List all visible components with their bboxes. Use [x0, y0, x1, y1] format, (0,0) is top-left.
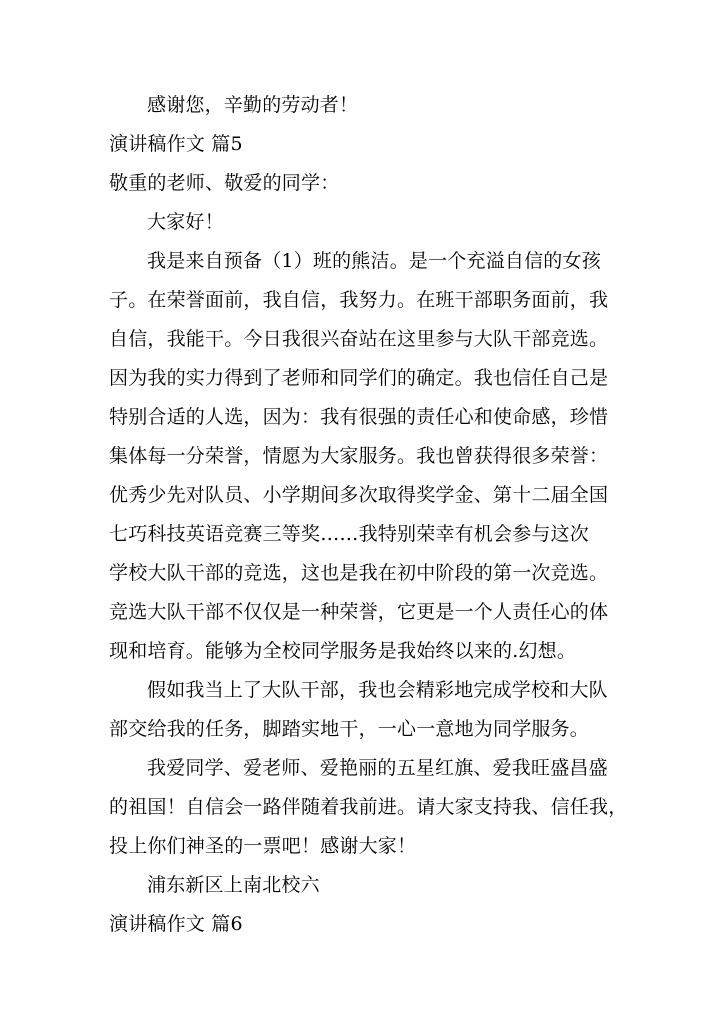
- paragraph-line: 因为我的实力得到了老师和同学们的确定。我也信任自己是: [109, 367, 609, 389]
- paragraph-line: 自信，我能干。今日我很兴奋站在这里参与大队干部竞选。: [109, 328, 609, 350]
- paragraph-line: 的祖国！自信会一路伴随着我前进。请大家支持我、信任我，: [109, 796, 628, 818]
- paragraph-line: 我爱同学、爱老师、爱艳丽的五星红旗、爱我旺盛昌盛: [147, 757, 608, 779]
- paragraph-line: 子。在荣誉面前，我自信，我努力。在班干部职务面前，我: [109, 289, 609, 311]
- section-heading-5: 演讲稿作文 篇5: [109, 133, 243, 155]
- paragraph-line: 假如我当上了大队干部，我也会精彩地完成学校和大队: [147, 679, 608, 701]
- paragraph-line: 集体每一分荣誉，情愿为大家服务。我也曾获得很多荣誉：: [109, 445, 609, 467]
- closing-thanks-line: 感谢您，辛勤的劳动者！: [147, 94, 359, 116]
- paragraph-line: 部交给我的任务，脚踏实地干，一心一意地为同学服务。: [109, 718, 590, 740]
- paragraph-line: 特别合适的人选，因为：我有很强的责任心和使命感，珍惜: [109, 406, 609, 428]
- paragraph-line: 七巧科技英语竞赛三等奖……我特别荣幸有机会参与这次: [109, 523, 590, 545]
- greeting-line: 大家好！: [147, 211, 224, 233]
- paragraph-line: 现和培育。能够为全校同学服务是我始终以来的.幻想。: [109, 640, 577, 662]
- paragraph-line: 竞选大队干部不仅仅是一种荣誉，它更是一个人责任心的体: [109, 601, 609, 623]
- salutation-line: 敬重的老师、敬爱的同学：: [109, 172, 340, 194]
- paragraph-line: 投上你们神圣的一票吧！感谢大家！: [109, 835, 417, 857]
- paragraph-line: 我是来自预备（1）班的熊洁。是一个充溢自信的女孩: [147, 250, 601, 272]
- section-heading-6: 演讲稿作文 篇6: [109, 913, 243, 935]
- signature-line: 浦东新区上南北校六: [147, 874, 320, 896]
- paragraph-line: 学校大队干部的竞选，这也是我在初中阶段的第一次竞选。: [109, 562, 609, 584]
- paragraph-line: 优秀少先对队员、小学期间多次取得奖学金、第十二届全国: [109, 484, 609, 506]
